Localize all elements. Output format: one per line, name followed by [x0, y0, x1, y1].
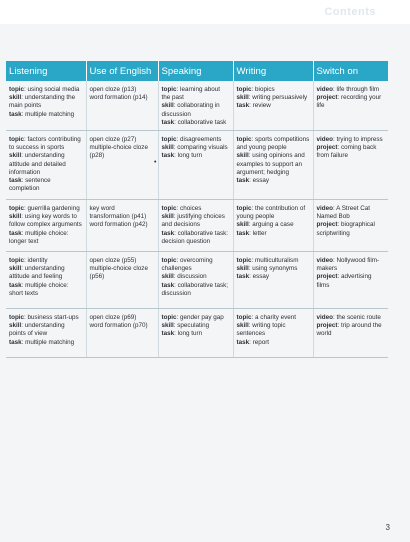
- cell-line: skill: understanding points of view: [9, 322, 65, 338]
- cell-speaking: [158, 81, 233, 131]
- entry-value: the contribution of young people: [236, 205, 306, 221]
- cell-line: task: collaborative task: decision question: [161, 229, 229, 245]
- cell-line: task: report: [236, 338, 270, 346]
- entry-label: task: [161, 330, 175, 338]
- entry-label: skill: [236, 152, 249, 160]
- entry-value: essay: [252, 273, 270, 281]
- cell-line: task: collaborative task; discussion: [161, 281, 229, 297]
- header-row: [6, 61, 388, 81]
- entry-label: topic: [161, 86, 177, 93]
- cell-line: topic: factors contributing to success in sports: [9, 136, 81, 152]
- cell-line: video: life through film: [316, 86, 380, 93]
- entry-value: trying to impress: [336, 136, 383, 144]
- entry-label: video: [316, 257, 333, 265]
- cell-line: skill: using synonyms: [236, 265, 298, 273]
- cell-line: task: multiple choice: short texts: [9, 281, 69, 297]
- cell-writing: [233, 200, 313, 252]
- cell-line: topic: sports competitions and young people: [236, 136, 310, 152]
- entry-label: skill: [236, 265, 249, 273]
- entry-value: speculating: [177, 322, 210, 330]
- entry-label: topic: [161, 257, 177, 265]
- entry-label: task: [236, 273, 250, 281]
- cell-line: skill: writing topic sentences: [236, 322, 286, 338]
- cell-speaking: [158, 200, 233, 252]
- entry-value: using key words to follow complex arguments: [9, 213, 82, 229]
- entry-label: topic: [161, 205, 177, 213]
- cell-use-of-english: [86, 309, 158, 358]
- entry-value: biopics: [255, 86, 275, 93]
- entry-value: A Street Cat Named Bob: [316, 205, 371, 221]
- cell-line: project: biographical scriptwriting: [316, 221, 375, 237]
- entry-label: task: [161, 118, 175, 126]
- entry-value: writing persuasively: [252, 94, 308, 102]
- cell-switch-on: [313, 200, 388, 252]
- entry-label: topic: [236, 136, 252, 144]
- col-header-writing: Writing: [233, 61, 313, 81]
- entry-label: topic: [236, 86, 252, 93]
- cell-line: task: sentence completion: [9, 177, 51, 193]
- entry-value: long turn: [177, 330, 203, 338]
- cell-line: skill: speculating: [161, 322, 210, 330]
- entry-value: review: [252, 102, 271, 110]
- col-header-switch-on: Switch on: [313, 61, 388, 81]
- entry-value: justifying choices and decisions: [161, 213, 225, 229]
- entry-label: skill: [9, 322, 22, 330]
- cell-line: skill: discussion: [161, 273, 207, 281]
- entry-label: topic: [236, 257, 252, 265]
- page-number: 3: [385, 523, 390, 532]
- entry-value: sentence completion: [9, 177, 51, 193]
- entry-label: topic: [9, 86, 25, 93]
- entry-value: factors contributing to success in sports: [9, 136, 81, 152]
- entry-label: video: [316, 314, 333, 322]
- cell-switch-on: [313, 309, 388, 358]
- entry-value: gender pay gap: [180, 314, 224, 322]
- entry-value: learning about the past: [161, 86, 220, 102]
- cell-line: multiple-choice cloze (p56): [89, 265, 148, 281]
- entry-value: essay: [252, 177, 270, 185]
- entry-label: task: [161, 152, 175, 160]
- entry-label: task: [9, 338, 22, 346]
- entry-label: task: [236, 102, 250, 110]
- cell-line: topic: a charity event: [236, 314, 296, 322]
- cell-line: video: the scenic route: [316, 314, 381, 322]
- table-row: [6, 131, 388, 200]
- entry-value: choices: [180, 205, 202, 213]
- entry-label: task: [9, 177, 22, 185]
- entry-value: trip around the world: [316, 322, 382, 338]
- cell-line: skill: justifying choices and decisions: [161, 213, 225, 229]
- cell-line: task: long turn: [161, 152, 203, 160]
- cell-line: video: A Street Cat Named Bob: [316, 205, 371, 221]
- entry-value: overcoming challenges: [161, 257, 213, 273]
- entry-label: video: [316, 205, 333, 213]
- entry-value: sports competitions and young people: [236, 136, 310, 152]
- entry-value: Nollywood film-makers: [316, 257, 380, 273]
- cell-listening: [6, 81, 86, 131]
- cell-writing: [233, 81, 313, 131]
- table-row: [6, 309, 388, 358]
- entry-label: project: [316, 273, 338, 281]
- cell-line: topic: choices: [161, 205, 202, 213]
- cell-line: project: trip around the world: [316, 322, 382, 338]
- cell-line: open cloze (p55): [89, 257, 137, 265]
- cell-speaking: [158, 252, 233, 309]
- entry-value: a charity event: [255, 314, 296, 322]
- cell-line: topic: biopics: [236, 86, 275, 93]
- cell-line: task: essay: [236, 177, 270, 185]
- cell-line: skill: arguing a case: [236, 221, 294, 229]
- cell-use-of-english: [86, 252, 158, 309]
- cell-writing: [233, 131, 313, 200]
- cell-line: skill: writing persuasively: [236, 94, 308, 102]
- entry-value: the scenic route: [336, 314, 381, 322]
- entry-value: collaborative task: [177, 118, 227, 126]
- entry-label: skill: [236, 221, 249, 229]
- cell-line: task: review: [236, 102, 271, 110]
- cell-line: skill: understanding attitude and feeling: [9, 265, 65, 281]
- cell-line: task: essay: [236, 273, 270, 281]
- entry-value: disagreements: [180, 136, 222, 144]
- cell-line: topic: multiculturalism: [236, 257, 299, 265]
- cell-speaking: [158, 131, 233, 200]
- cell-line: task: long turn: [161, 330, 203, 338]
- cell-listening: [6, 309, 86, 358]
- cell-line: project: advertising films: [316, 273, 372, 289]
- entry-value: understanding the main points: [9, 94, 76, 110]
- cell-line: topic: overcoming challenges: [161, 257, 213, 273]
- entry-label: topic: [9, 257, 25, 265]
- entry-label: skill: [9, 265, 22, 273]
- cell-line: task: letter: [236, 229, 267, 237]
- entry-label: topic: [9, 205, 25, 213]
- cell-line: video: Nollywood film-makers: [316, 257, 380, 273]
- cell-line: video: trying to impress: [316, 136, 383, 144]
- entry-label: skill: [161, 102, 174, 110]
- entry-value: using social media: [27, 86, 80, 93]
- entry-value: using synonyms: [252, 265, 298, 273]
- cell-line: task: multiple choice: longer text: [9, 229, 69, 245]
- entry-label: task: [161, 229, 175, 237]
- entry-label: task: [236, 338, 250, 346]
- cell-use-of-english: [86, 81, 158, 131]
- entry-value: understanding points of view: [9, 322, 65, 338]
- cell-listening: [6, 252, 86, 309]
- entry-value: coming back from failure: [316, 144, 377, 160]
- entry-label: skill: [161, 213, 174, 221]
- cell-line: topic: disagreements: [161, 136, 222, 144]
- entry-label: skill: [161, 273, 174, 281]
- entry-label: video: [316, 86, 333, 93]
- cell-line: topic: identity: [9, 257, 48, 265]
- entry-value: understanding attitude and feeling: [9, 265, 65, 281]
- entry-label: skill: [9, 152, 22, 160]
- cell-line: task: collaborative task: [161, 118, 227, 126]
- cell-switch-on: [313, 81, 388, 131]
- cell-line: topic: using social media: [9, 86, 80, 93]
- entry-value: identity: [27, 257, 48, 265]
- contents-table: [6, 61, 388, 358]
- entry-value: long turn: [177, 152, 203, 160]
- entry-label: skill: [9, 94, 22, 102]
- entry-label: task: [236, 229, 250, 237]
- entry-label: skill: [236, 322, 249, 330]
- entry-value: collaborative task; discussion: [161, 281, 229, 297]
- cell-line: open cloze (p69): [89, 314, 137, 322]
- cell-line: project: recording your life: [316, 94, 382, 110]
- cell-line: skill: understanding attitude and detailed information: [9, 152, 66, 176]
- cell-line: task: multiple matching: [9, 338, 75, 346]
- entry-value: discussion: [177, 273, 207, 281]
- entry-label: video: [316, 136, 333, 144]
- table-row: [6, 200, 388, 252]
- cell-line: open cloze (p27): [89, 136, 137, 144]
- col-header-listening: Listening: [6, 61, 86, 81]
- entry-value: multiple matching: [25, 338, 75, 346]
- table-row: [6, 81, 388, 131]
- entry-value: using opinions and examples to support an argument; hedging: [236, 152, 305, 176]
- cell-line: skill: collaborating in discussion: [161, 102, 220, 118]
- cell-line: task: multiple matching: [9, 110, 75, 118]
- entry-value: collaborative task: decision question: [161, 229, 229, 245]
- cell-line: key word transformation (p41): [89, 205, 147, 221]
- entry-value: life through film: [336, 86, 380, 93]
- entry-label: project: [316, 144, 338, 152]
- cell-listening: [6, 200, 86, 252]
- entry-label: skill: [161, 322, 174, 330]
- entry-value: comparing visuals: [177, 144, 228, 152]
- entry-label: task: [161, 281, 175, 289]
- entry-value: arguing a case: [252, 221, 294, 229]
- entry-label: project: [316, 322, 338, 330]
- cell-line: skill: understanding the main points: [9, 94, 76, 110]
- section-title: Contents: [324, 6, 376, 18]
- entry-value: report: [252, 338, 270, 346]
- entry-value: multiple choice: longer text: [9, 229, 69, 245]
- cell-line: topic: the contribution of young people: [236, 205, 306, 221]
- entry-value: recording your life: [316, 94, 382, 110]
- entry-value: advertising films: [316, 273, 372, 289]
- cell-line: skill: using key words to follow complex arguments: [9, 213, 82, 229]
- entry-label: topic: [236, 314, 252, 322]
- entry-label: topic: [236, 205, 252, 213]
- col-header-speaking: Speaking: [158, 61, 233, 81]
- cell-use-of-english: [86, 200, 158, 252]
- cell-line: topic: learning about the past: [161, 86, 220, 102]
- entry-label: topic: [161, 136, 177, 144]
- cell-switch-on: [313, 131, 388, 200]
- cell-writing: [233, 309, 313, 358]
- cell-switch-on: [313, 252, 388, 309]
- entry-label: task: [9, 110, 22, 118]
- cell-speaking: [158, 309, 233, 358]
- entry-label: topic: [161, 314, 177, 322]
- entry-label: task: [9, 229, 22, 237]
- cell-line: topic: business start-ups: [9, 314, 79, 322]
- cell-line: topic: gender pay gap: [161, 314, 224, 322]
- cell-line: word formation (p14): [89, 94, 148, 102]
- entry-value: understanding attitude and detailed information: [9, 152, 66, 176]
- entry-value: guerrilla gardening: [27, 205, 80, 213]
- cell-line: skill: comparing visuals: [161, 144, 228, 152]
- cell-writing: [233, 252, 313, 309]
- cell-listening: [6, 131, 86, 200]
- entry-value: business start-ups: [27, 314, 79, 322]
- entry-label: topic: [9, 314, 25, 322]
- entry-label: project: [316, 221, 338, 229]
- cell-line: topic: guerrilla gardening: [9, 205, 80, 213]
- entry-label: project: [316, 94, 338, 102]
- entry-value: writing topic sentences: [236, 322, 286, 338]
- table-row: [6, 252, 388, 309]
- entry-label: task: [9, 281, 22, 289]
- cell-line: skill: using opinions and examples to support an argument; hedging: [236, 152, 305, 176]
- cell-use-of-english: [86, 131, 158, 200]
- cell-line: word formation (p42): [89, 221, 148, 229]
- entry-value: biographical scriptwriting: [316, 221, 375, 237]
- cell-line: multiple-choice cloze (p28): [89, 144, 148, 160]
- entry-label: skill: [9, 213, 22, 221]
- top-band: [0, 0, 410, 24]
- col-header-use-of-english: Use of English: [86, 61, 158, 81]
- cell-line: word formation (p70): [89, 322, 148, 330]
- entry-value: multiculturalism: [255, 257, 299, 265]
- entry-value: letter: [252, 229, 267, 237]
- cell-line: open cloze (p13): [89, 86, 137, 93]
- bullet-mark: •: [154, 159, 157, 166]
- entry-value: collaborating in discussion: [161, 102, 220, 118]
- entry-value: multiple choice: short texts: [9, 281, 69, 297]
- entry-label: skill: [161, 144, 174, 152]
- cell-line: project: coming back from failure: [316, 144, 377, 160]
- entry-label: task: [236, 177, 250, 185]
- entry-label: skill: [236, 94, 249, 102]
- entry-value: multiple matching: [25, 110, 75, 118]
- entry-label: topic: [9, 136, 25, 144]
